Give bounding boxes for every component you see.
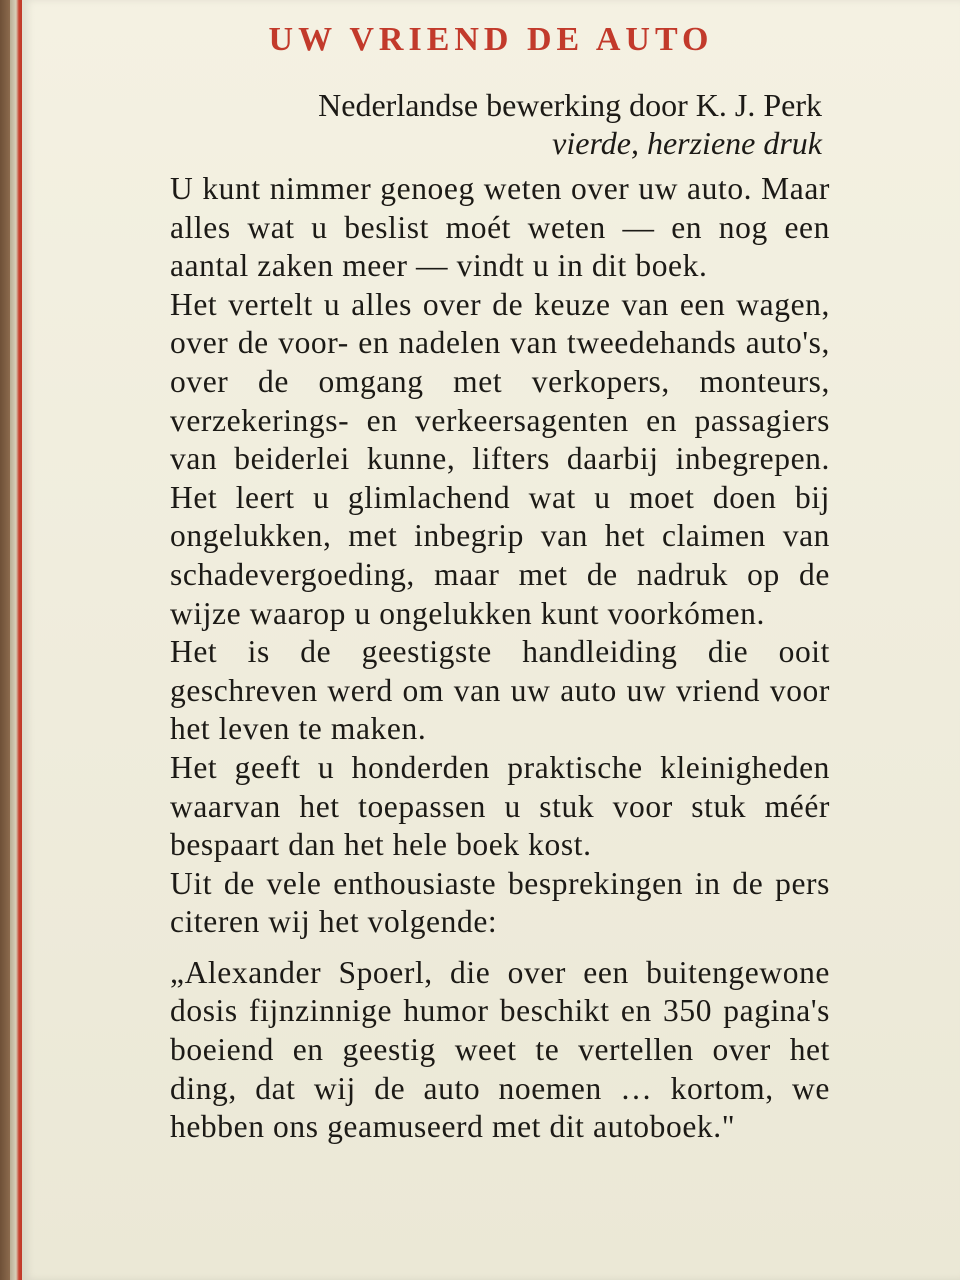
book-title: UW VRIEND DE AUTO <box>268 21 714 58</box>
blurb-paragraph: Het geeft u honderden praktische kleinigheden waarvan het toepassen u stuk voor stuk méér bespaart dan het hele boek kost. <box>170 749 830 863</box>
credits-block <box>192 86 822 162</box>
book-flap-page <box>22 0 960 1280</box>
blurb-paragraph: Het vertelt u alles over de keuze van een wagen, over de voor- en nadelen van tweedehands auto's, over de omgang met verkopers, monteurs, verzekerings- en verkeersagenten en passagiers van beiderlei kunne, lifters daarbij inbegrepen. Het leert u glimlachend wat u moet doen bij ongelukken, met inbegrip van het claimen van schadevergoeding, maar met de nadruk op de wijze waarop u ongelukken kunt voorkómen. <box>170 286 830 631</box>
blurb-paragraph: U kunt nimmer genoeg weten over uw auto. Maar alles wat u beslist moét weten — en nog een aantal zaken meer — vindt u in dit boek. <box>170 171 830 284</box>
blurb-text <box>170 170 830 1147</box>
press-quote: „Alexander Spoerl, die over een buitengewone dosis fijnzinnige humor beschikt en 350 pagina's boeiend en geestig weet te vertellen over het ding, dat wij de auto noemen … kortom, we hebben ons geamuseerd met dit autoboek." <box>170 954 830 1145</box>
edition-note: vierde, herziene druk <box>552 125 822 161</box>
blurb-paragraph: Het is de geestigste handleiding die ooit geschreven werd om van uw auto uw vriend voor het leven te maken. <box>170 634 830 747</box>
blurb-paragraph: Uit de vele enthousiaste besprekingen in de pers citeren wij het volgende: <box>170 865 830 940</box>
translation-credit: Nederlandse bewerking door K. J. Perk <box>318 87 822 123</box>
